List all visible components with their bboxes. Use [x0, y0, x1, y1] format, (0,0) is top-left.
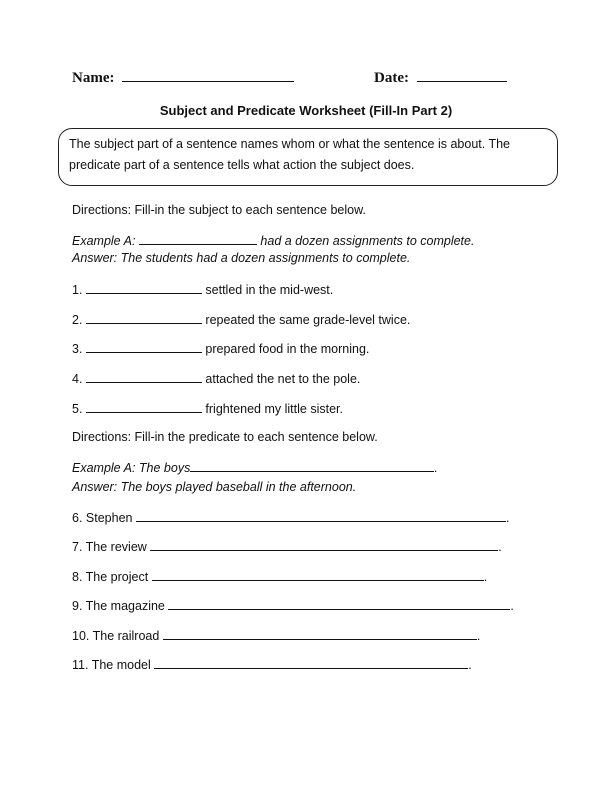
predicate-blank-9[interactable] [168, 598, 510, 610]
predicate-blank-8[interactable] [152, 569, 484, 581]
example-label: Example A: The boys [72, 461, 191, 475]
name-line [72, 70, 294, 87]
example-text: had a dozen assignments to complete. [260, 234, 475, 248]
predicate-item-6: 6. Stephen . [72, 511, 510, 525]
item-number: 2. [72, 313, 83, 327]
item-text: frightened my little sister. [205, 402, 343, 416]
predicate-item-10: 10. The railroad . [72, 629, 481, 643]
name-field[interactable] [122, 70, 294, 82]
worksheet-title: Subject and Predicate Worksheet (Fill-In Part 2) [159, 103, 453, 118]
predicate-item-8: 8. The project . [72, 570, 488, 584]
date-label: Date: [374, 70, 409, 86]
subject-blank-1[interactable] [86, 282, 202, 294]
subject-blank-4[interactable] [86, 371, 202, 383]
example-a-predicate: Example A: The boys . [72, 461, 438, 475]
intro-line-1: The subject part of a sentence names whom or what the sentence is about. The [69, 137, 510, 151]
example-blank [190, 460, 434, 472]
predicate-blank-10[interactable] [163, 628, 477, 640]
date-line [374, 70, 507, 87]
item-text: prepared food in the morning. [205, 342, 370, 356]
item-number: 1. [72, 283, 83, 297]
intro-line-2: predicate part of a sentence tells what action the subject does. [69, 158, 415, 172]
subject-blank-5[interactable] [86, 401, 202, 413]
item-number: 3. [72, 342, 83, 356]
subject-item-5 [72, 401, 343, 416]
example-blank [139, 233, 257, 245]
predicate-item-7: 7. The review . [72, 540, 502, 554]
subject-blank-3[interactable] [86, 341, 202, 353]
item-number: 4. [72, 372, 83, 386]
subject-blank-2[interactable] [86, 312, 202, 324]
subject-item-4 [72, 371, 360, 386]
example-answer-subject: Answer: The students had a dozen assignments to complete. [72, 251, 411, 265]
item-text: settled in the mid-west. [205, 283, 334, 297]
item-text: 6. Stephen [72, 511, 133, 525]
example-a-subject [72, 233, 474, 248]
subject-item-2 [72, 312, 410, 327]
example-answer-predicate: Answer: The boys played baseball in the afternoon. [72, 480, 357, 494]
item-text: 8. The project [72, 570, 149, 584]
subject-item-3 [72, 341, 369, 356]
predicate-item-11: 11. The model . [72, 658, 472, 672]
date-field[interactable] [417, 70, 507, 82]
example-label: Example A: [72, 234, 136, 248]
directions-subject: Directions: Fill-in the subject to each sentence below. [72, 203, 366, 217]
directions-predicate: Directions: Fill-in the predicate to each sentence below. [72, 430, 378, 444]
predicate-item-9: 9. The magazine . [72, 599, 514, 613]
item-text: 10. The railroad [72, 629, 160, 643]
predicate-blank-11[interactable] [154, 657, 468, 669]
predicate-blank-6[interactable] [136, 510, 506, 522]
item-text: repeated the same grade-level twice. [205, 313, 411, 327]
item-text: 7. The review [72, 540, 147, 554]
item-text: attached the net to the pole. [205, 372, 361, 386]
subject-item-1 [72, 282, 333, 297]
predicate-blank-7[interactable] [150, 539, 498, 551]
name-label: Name: [72, 70, 115, 86]
item-text: 9. The magazine [72, 599, 165, 613]
item-text: 11. The model [72, 658, 151, 672]
item-number: 5. [72, 402, 83, 416]
intro-box [58, 128, 558, 186]
